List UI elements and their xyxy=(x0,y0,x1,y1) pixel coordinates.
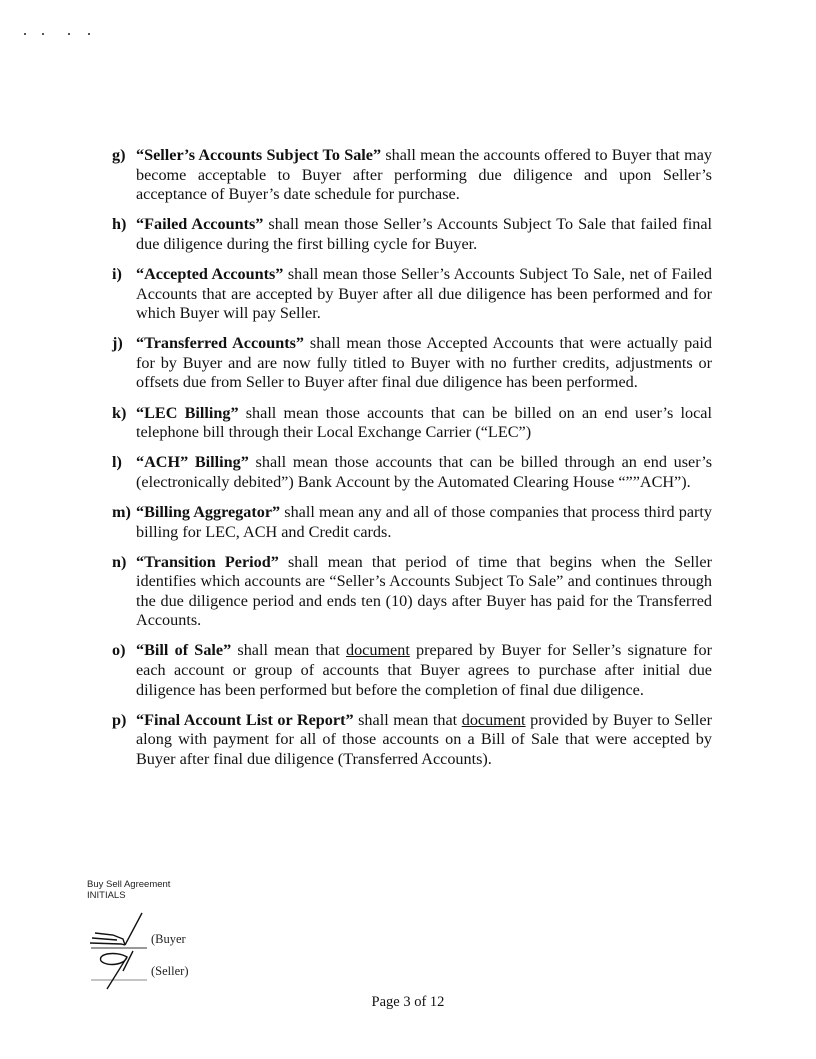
page-number: Page 3 of 12 xyxy=(371,994,445,1010)
definition-item xyxy=(110,215,712,254)
definition-item xyxy=(110,503,712,542)
definition-text: shall mean any and all of those companies that process third party billing for LEC, ACH and Credit cards. xyxy=(136,502,712,541)
item-label: n) xyxy=(112,552,127,571)
definition-item xyxy=(110,146,712,205)
definition-text: shall mean those accounts that can be billed through an end user’s (electronically debited”) Bank Account by the Automated Clearing House “””ACH”). xyxy=(136,453,712,491)
item-label: k) xyxy=(112,403,127,422)
definition-item xyxy=(110,711,712,770)
definition-text: shall mean those accounts that can be billed on an end user’s local telephone bill through their Local Exchange Carrier (“LEC”) xyxy=(136,403,712,442)
item-label: p) xyxy=(112,710,127,729)
definition-text: shall mean the accounts offered to Buyer that may become acceptable to Buyer after performing due diligence and upon Seller’s acceptance of Buyer’s date schedule for purchase. xyxy=(136,146,712,204)
defined-term: “Failed Accounts” xyxy=(136,215,264,234)
definition-item xyxy=(110,404,712,443)
item-label: o) xyxy=(112,641,126,660)
item-label: l) xyxy=(112,453,122,472)
buyer-label: (Buyer xyxy=(151,932,186,946)
definition-item xyxy=(110,265,712,324)
definition-item xyxy=(110,334,712,393)
defined-term: “Seller’s Accounts Subject To Sale” xyxy=(136,146,382,164)
item-label: i) xyxy=(112,264,122,283)
item-label: g) xyxy=(112,146,126,164)
buyer-initial-scribble-icon xyxy=(90,913,142,945)
item-label: h) xyxy=(112,215,127,234)
underlined-word-document: document xyxy=(461,710,526,729)
initials-section xyxy=(87,905,237,990)
defined-term: “Billing Aggregator” xyxy=(136,502,281,521)
seller-label: (Seller) xyxy=(151,964,189,978)
definition-text: shall mean those Seller’s Accounts Subject To Sale that failed final due diligence during the first billing cycle for Buyer. xyxy=(136,215,712,253)
item-label: j) xyxy=(112,334,123,353)
definitions-list xyxy=(110,146,712,780)
defined-term: “LEC Billing” xyxy=(136,403,239,422)
definition-text: shall mean that period of time that begins when the Seller identifies which accounts are “Seller’s Accounts Subject To Sale” and continues through the due diligence period and ends ten (10) days after Buyer has paid for the Transferred Accounts. xyxy=(136,552,712,630)
defined-term: “Transferred Accounts” xyxy=(136,334,305,353)
seller-initial-scribble-icon xyxy=(100,951,133,989)
footer-agreement-block xyxy=(87,880,170,901)
defined-term: “Bill of Sale” xyxy=(136,641,232,660)
definition-text: provided by Buyer to Seller along with payment for all of those accounts on a Bill of Sale that were accepted by Buyer after final due diligence (Transferred Accounts). xyxy=(136,710,712,768)
definition-text: shall mean that xyxy=(231,641,346,660)
definition-item xyxy=(110,641,712,700)
initials-label: INITIALS xyxy=(87,889,126,901)
defined-term: “Accepted Accounts” xyxy=(136,264,284,283)
definition-text: shall mean that xyxy=(353,710,462,729)
definition-item xyxy=(110,553,712,631)
definition-text: shall mean those Seller’s Accounts Subject To Sale, net of Failed Accounts that are accepted by Buyer after all due diligence has been performed and for which Buyer will pay Seller. xyxy=(136,264,713,323)
scan-artifact-dots xyxy=(24,33,104,37)
defined-term: “Transition Period” xyxy=(136,552,279,571)
agreement-name: Buy Sell Agreement xyxy=(87,879,171,890)
defined-term: “ACH” Billing” xyxy=(136,453,249,472)
item-label: m) xyxy=(112,502,131,521)
definition-item xyxy=(110,453,712,492)
defined-term: “Final Account List or Report” xyxy=(136,710,354,729)
definition-text: prepared by Buyer for Seller’s signature for each account or group of accounts that Buyer agrees to purchase after initial due diligence has been performed but before the completion of final due diligence. xyxy=(136,641,712,699)
underlined-word-document: document xyxy=(345,641,410,660)
definition-text: shall mean those Accepted Accounts that were actually paid for by Buyer and are now fully titled to Buyer with no further credits, adjustments or offsets due from Seller to Buyer after final due diligence has been performed. xyxy=(136,334,712,392)
